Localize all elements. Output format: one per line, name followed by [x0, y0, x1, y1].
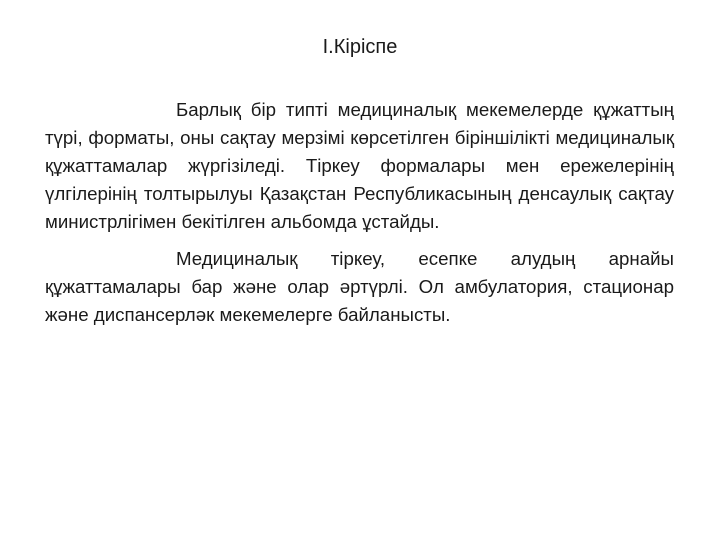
slide-body [45, 96, 674, 329]
paragraph-2: Медициналық тіркеу, есепке алудың арнайы құжаттамалары бар және олар әртүрлі. Ол амбулатория, стационар және диспансерләк мекемелерге байланысты. [45, 248, 674, 325]
paragraph-1: Барлық бір типті медициналық мекемелерде құжаттың түрі, форматы, оны сақтау мерзімі көрсетілген біріншілікті медициналық құжаттамалар жүргізіледі. Тіркеу формалары мен ережелерінің үлгілерінің толтырылуы Қазақстан Республикасының денсаулық сақтау министрлігімен бекітілген альбомда ұстайды. [45, 99, 674, 232]
slide-title: I.Кіріспе [322, 36, 398, 58]
